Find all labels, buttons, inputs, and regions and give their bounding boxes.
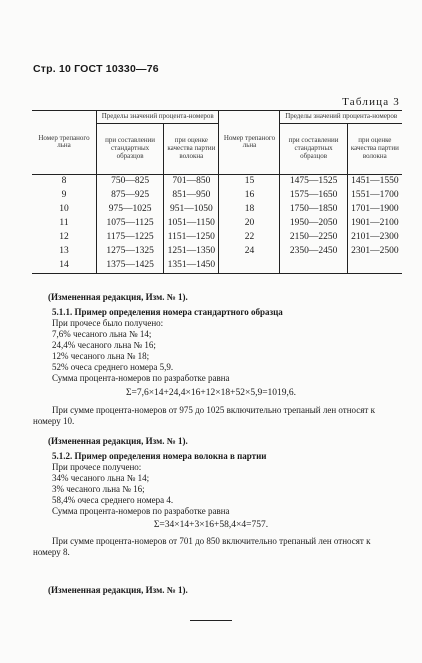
header-batch-left: при оценке качества партии волокна	[164, 123, 219, 174]
cell-batch-right	[347, 259, 402, 274]
section-512-line-3: 58,4% очеса среднего номера 4.	[52, 495, 174, 505]
cell-standard-left: 1275—1325	[97, 245, 164, 259]
cell-standard-left: 875—925	[97, 189, 164, 203]
cell-number-left: 11	[59, 217, 69, 228]
cell-number-left: 13	[59, 245, 69, 256]
cell-number-right: 22	[219, 231, 280, 245]
cell-number-left: 10	[59, 203, 69, 214]
section-511-intro: При прочесе было получено:	[52, 318, 164, 328]
cell-batch-left: 1051—1150	[164, 217, 219, 231]
header-number-right: Номер трепаного льна	[219, 111, 280, 175]
cell-standard-left: 975—1025	[97, 203, 164, 217]
closing-rule	[190, 620, 232, 621]
cell-batch-left: 1351—1450	[164, 259, 219, 274]
cell-batch-right: 2301—2500	[347, 245, 402, 259]
table-row	[32, 231, 402, 245]
cell-number-left: 9	[61, 189, 67, 200]
section-512-line-1: 34% чесаного льна № 14;	[52, 473, 150, 483]
table-row	[32, 217, 402, 231]
table-row	[32, 203, 402, 217]
cell-batch-right: 1901—2100	[347, 217, 402, 231]
cell-number-left: 14	[32, 259, 97, 274]
cell-standard-left: 1375—1425	[97, 259, 164, 274]
section-511-line-2: 24,4% чесаного льна № 16;	[52, 340, 156, 350]
cell-standard-right: 1950—2050	[280, 217, 347, 231]
cell-batch-right: 1701—1900	[347, 203, 402, 217]
cell-standard-right	[280, 259, 347, 274]
section-511-line-1: 7,6% чесаного льна № 14;	[52, 329, 152, 339]
header-standard-right: при составлении стандартных образцов	[280, 123, 347, 174]
table-row	[32, 189, 402, 203]
section-511-formula: Σ=7,6×14+24,4×16+12×18+52×5,9=1019,6.	[125, 388, 297, 398]
cell-standard-left: 1175—1225	[97, 231, 164, 245]
section-512-intro: При прочесе получено:	[52, 462, 142, 472]
cell-number-right: 15	[219, 174, 280, 189]
table-row	[32, 174, 402, 189]
table-body	[32, 174, 402, 273]
header-limits-right: Пределы значений процента-номеров	[280, 111, 402, 124]
section-512-conclusion: При сумме процента-номеров от 701 до 850 включительно трепаный лен относят к номеру 8.	[33, 536, 371, 557]
section-512-formula: Σ=34×14+3×16+58,4×4=757.	[153, 520, 269, 530]
section-511-sum: Сумма процента-номеров по разработке равна	[52, 373, 230, 383]
section-512-title: 5.1.2. Пример определения номера волокна в партии	[52, 451, 267, 461]
cell-batch-left: 1251—1350	[164, 245, 219, 259]
cell-number-left: 8	[61, 175, 67, 186]
revision-note-3: (Измененная редакция, Изм. № 1).	[48, 585, 188, 595]
revision-note-2: (Измененная редакция, Изм. № 1).	[48, 436, 188, 446]
cell-standard-left: 1075—1125	[97, 217, 164, 231]
table-title: Таблица 3	[342, 96, 400, 108]
cell-standard-left: 750—825	[97, 174, 164, 189]
revision-note-1: (Измененная редакция, Изм. № 1).	[48, 292, 188, 302]
cell-standard-right: 2350—2450	[280, 245, 347, 259]
cell-batch-right: 1451—1550	[347, 174, 402, 189]
cell-number-right	[219, 259, 280, 274]
cell-number-right: 16	[219, 189, 280, 203]
cell-batch-left: 1151—1250	[164, 231, 219, 245]
section-511-title: 5.1.1. Пример определения номера стандартного образца	[52, 307, 283, 317]
cell-batch-left: 851—950	[164, 189, 219, 203]
section-511-conclusion: При сумме процента-номеров от 975 до 1025 включительно трепаный лен относят к номеру 10.	[33, 405, 375, 426]
cell-standard-right: 1475—1525	[280, 174, 347, 189]
cell-batch-right: 2101—2300	[347, 231, 402, 245]
header-standard-left: при составлении стандартных образцов	[97, 123, 164, 174]
cell-standard-right: 1575—1650	[280, 189, 347, 203]
table-row	[32, 259, 402, 274]
cell-batch-right: 1551—1700	[347, 189, 402, 203]
header-batch-right: при оценке качества партии волокна	[347, 123, 402, 174]
page-header: Стр. 10 ГОСТ 10330—76	[33, 63, 159, 75]
cell-standard-right: 2150—2250	[280, 231, 347, 245]
cell-standard-right: 1750—1850	[280, 203, 347, 217]
cell-number-left: 12	[59, 231, 69, 242]
header-limits-left: Пределы значений процента-номеров	[97, 111, 219, 124]
flax-number-table	[32, 110, 402, 274]
section-512-sum: Сумма процента-номеров по разработке равна	[52, 506, 230, 516]
table-row	[32, 245, 402, 259]
cell-batch-left: 951—1050	[164, 203, 219, 217]
cell-number-right: 20	[219, 217, 280, 231]
cell-number-right: 24	[219, 245, 280, 259]
cell-number-right: 18	[219, 203, 280, 217]
header-number-left: Номер трепаного льна	[32, 111, 97, 175]
section-511-line-4: 52% очеса среднего номера 5,9.	[52, 362, 174, 372]
section-512-line-2: 3% чесаного льна № 16;	[52, 484, 145, 494]
cell-batch-left: 701—850	[164, 174, 219, 189]
section-511-line-3: 12% чесаного льна № 18;	[52, 351, 150, 361]
